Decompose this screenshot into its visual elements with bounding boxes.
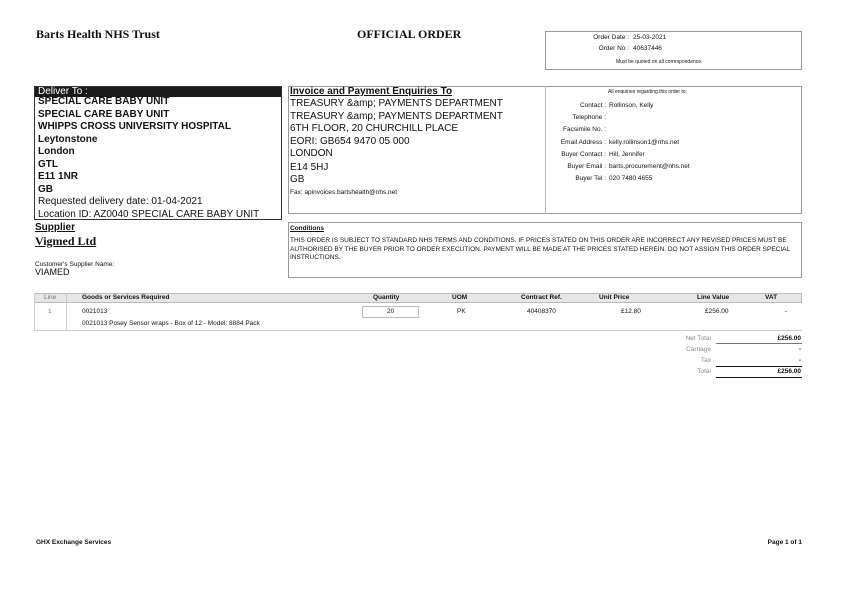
deliver-line: E11 1NR	[38, 171, 79, 182]
net-total-value: £256.00	[777, 335, 801, 342]
order-note: Must be quoted on all correspondence.	[616, 59, 703, 65]
totals-rule	[716, 343, 802, 344]
invoice-line: TREASURY &amp; PAYMENTS DEPARTMENT	[290, 98, 503, 109]
enquiry-label: Facsimile No. :	[563, 126, 606, 134]
enquiry-label: Buyer Contact :	[561, 150, 606, 158]
row-quantity: 20	[387, 308, 395, 315]
col-header-vat: VAT	[765, 294, 778, 301]
row-description: 0021013 Posey Sensor wraps - Box of 12 - Model: 8884 Pack	[82, 320, 260, 327]
enquiry-value: Rollinson, Kelly	[609, 102, 654, 109]
enquiry-label: Buyer Email :	[567, 163, 606, 171]
invoice-line: E14 5HJ	[290, 161, 329, 173]
enquiry-value: 020 7480 4655	[609, 175, 653, 183]
order-no-label: Order No :	[598, 45, 629, 52]
row-unit-price: £12.80	[621, 308, 641, 315]
enquiry-label: Email Address :	[560, 138, 606, 146]
invoice-line: EORI: GB654 9470 05 000	[290, 135, 410, 147]
enquiry-value: kelly.rollinson1@nhs.net	[609, 138, 680, 146]
deliver-line: London	[38, 146, 75, 157]
enquiries-contacts	[548, 100, 798, 185]
page-title: OFFICIAL ORDER	[357, 27, 462, 41]
deliver-line: GTL	[38, 158, 58, 170]
col-header-contract: Contract Ref.	[521, 294, 562, 301]
totals-rule	[716, 366, 802, 367]
deliver-line: Leytonstone	[38, 133, 98, 145]
footer-left: GHX Exchange Services	[36, 539, 112, 546]
order-date-value: 25-03-2021	[633, 34, 667, 41]
invoice-divider	[545, 86, 546, 214]
tax-value: -	[798, 357, 801, 364]
carriage-value: -	[798, 346, 801, 353]
customer-supplier-name: VIAMED	[35, 267, 70, 277]
deliver-line: SPECIAL CARE BABY UNIT	[38, 108, 170, 120]
row-uom: PK	[457, 308, 466, 315]
table-divider	[66, 293, 67, 331]
total-value: £256.00	[777, 368, 801, 375]
invoice-line: LONDON	[290, 148, 333, 159]
location-id: Location ID: AZ0040 SPECIAL CARE BABY UNIT	[38, 208, 260, 220]
enquiry-value: barts.procurement@nhs.net	[609, 163, 690, 171]
organisation-name: Barts Health NHS Trust	[36, 27, 160, 41]
enquiries-note: All enquiries regarding this order to:	[608, 89, 687, 95]
invoice-heading: Invoice and Payment Enquiries To	[290, 86, 453, 97]
page-number: Page 1 of 1	[767, 539, 802, 546]
table-divider	[34, 330, 802, 331]
invoice-address	[290, 98, 503, 187]
enquiry-label: Buyer Tel :	[575, 175, 606, 183]
col-header-line: Line	[44, 294, 57, 301]
invoice-fax: Fax: apinvoices.bartshealth@nhs.net	[290, 189, 398, 196]
row-vat: -	[785, 308, 788, 315]
conditions-heading: Conditions	[290, 225, 324, 232]
col-header-goods: Goods or Services Required	[82, 294, 170, 301]
row-contract-ref: 40408370	[527, 308, 556, 315]
deliver-line: WHIPPS CROSS UNIVERSITY HOSPITAL	[38, 121, 231, 132]
col-header-line-value: Line Value	[697, 294, 730, 301]
invoice-line: TREASURY &amp; PAYMENTS DEPARTMENT	[290, 110, 503, 122]
supplier-name: Vigmed Ltd	[35, 234, 97, 248]
table-divider	[34, 293, 35, 331]
col-header-quantity: Quantity	[373, 294, 400, 301]
order-no-value: 40637446	[633, 45, 662, 52]
order-date-label: Order Date :	[593, 34, 629, 41]
invoice-line: 6TH FLOOR, 20 CHURCHILL PLACE	[290, 123, 459, 134]
total-label: Total	[697, 368, 711, 375]
row-line-number: 1	[48, 308, 52, 315]
order-info-box	[545, 31, 802, 70]
totals-rule	[716, 377, 802, 378]
enquiry-label: Contact :	[579, 102, 606, 109]
deliver-line: SPECIAL CARE BABY UNIT	[38, 96, 170, 107]
deliver-to-heading: Deliver To :	[38, 86, 88, 97]
customer-supplier-label: Customer's Supplier Name:	[35, 261, 115, 268]
deliver-line: GB	[38, 183, 53, 195]
net-total-label: Net Total	[685, 335, 711, 342]
requested-delivery-date: Requested delivery date: 01-04-2021	[38, 196, 203, 207]
deliver-address	[38, 96, 259, 221]
conditions-text: THIS ORDER IS SUBJECT TO STANDARD NHS TERMS AND CONDITIONS. IF PRICES STATED ON THIS ORDER ARE INCORRECT ANY REVISED PRICES MUST BE AUTHORISED BY THE BUYER PRIOR TO ORDER EXECUTION. PAYMENT WILL BE MADE AT THE PRICES STATED HEREIN. DO NOT ASSIGN THIS ORDER SPECIAL INSTRUCTIONS.	[290, 237, 790, 262]
tax-label: Tax	[700, 357, 711, 364]
carriage-label: Carriage	[686, 346, 711, 353]
invoice-line: GB	[290, 174, 305, 185]
supplier-heading: Supplier	[35, 222, 76, 233]
col-header-unit-price: Unit Price	[599, 294, 630, 301]
row-line-value: £256.00	[705, 308, 729, 315]
col-header-uom: UOM	[452, 294, 468, 301]
enquiry-label: Telephone :	[572, 114, 606, 122]
row-code: 0021013	[82, 308, 108, 315]
enquiry-value: Hill, Jennifer	[609, 150, 645, 158]
